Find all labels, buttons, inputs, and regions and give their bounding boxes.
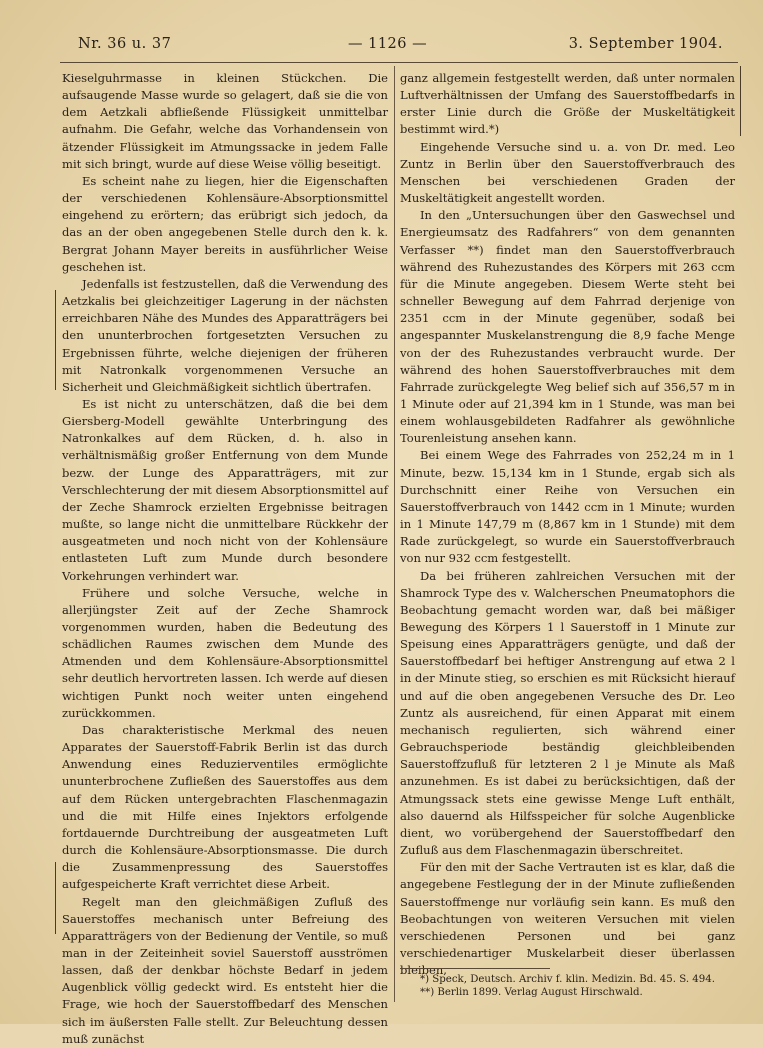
paragraph: Regelt man den gleichmäßigen Zufluß des Sauerstoffes mechanisch unter Befreiung des Apparatträgers von der Bedienung der Ventile, so muß man in der Zeiteinheit soviel Sauerstoff ausströmen lassen, daß der denkbar höchste Bedarf in jedem Augenblick völlig gedeckt wird. Es entsteht hier die Frage, wie hoch der Sauerstoffbedarf des Menschen sich im äußersten Falle stellt. Zur Beleuchtung dessen muß zunächst bbox=[62, 894, 388, 1046]
margin-mark bbox=[55, 290, 56, 390]
right-column bbox=[400, 70, 735, 979]
margin-mark bbox=[55, 862, 56, 934]
footnote-rule bbox=[400, 968, 550, 969]
header-rule bbox=[60, 62, 738, 63]
paragraph: ganz allgemein festgestellt werden, daß unter normalen Luftverhältnissen der Umfang des Sauerstoffbedarfs in erster Linie durch die Größe der Muskeltätigkeit bestimmt wird.*) bbox=[400, 71, 735, 137]
paragraph: Für den mit der Sache Vertrauten ist es klar, daß die angegebene Festlegung der in der Minute zufließenden Sauerstoffmenge nur vorläufig sein kann. Es muß den Beobachtungen von weiteren Versuchen mit vielen verschiedenen Personen und bei ganz verschiedenartiger Muskelarbeit dieser überlassen bleiben, bbox=[400, 860, 735, 978]
margin-mark bbox=[740, 66, 741, 136]
issue-date: 3. September 1904. bbox=[568, 36, 723, 52]
page-number: — 1126 — bbox=[348, 36, 428, 52]
left-column bbox=[62, 70, 388, 1048]
footnote: **) Berlin 1899. Verlag August Hirschwald. bbox=[420, 987, 643, 998]
issue-number: Nr. 36 u. 37 bbox=[78, 36, 172, 52]
paragraph: Da bei früheren zahlreichen Versuchen mit der Shamrock Type des v. Walcherschen Pneumatophors die Beobachtung gemacht worden war, daß bei mäßiger Bewegung des Körpers 1 l Sauerstoff in 1 Minute zur Speisung eines Apparatträgers genügte, und daß der Sauerstoffbedarf bei heftiger Anstrengung auf etwa 2 l in der Minute stieg, so erschien es mit Rücksicht hierauf und auf die oben angegebenen Versuche des Dr. Leo Zuntz als ausreichend, für einen Apparat mit einem mechanisch regulierten, sich während einer Gebrauchsperiode beständig gleichbleibenden Sauerstoffzufluß für letzteren 2 l je Minute als Maß anzunehmen. Es ist dabei zu berücksichtigen, daß der Atmungssack stets eine gewisse Menge Luft enthält, also dauernd als Hilfsspeicher für solche Augenblicke dient, wo vorübergehend der Sauerstoffbedarf den Zufluß aus dem Flaschenmagazin überschreitet. bbox=[400, 568, 735, 858]
paragraph: In den „Untersuchungen über den Gaswechsel und Energieumsatz des Radfahrers“ von dem genannten Verfasser **) findet man den Sauerstoffverbrauch während des Ruhezustandes des Körpers mit 263 ccm für die Minute angegeben. Diesem Werte steht bei schneller Bewegung auf dem Fahrrad derjenige von 2351 ccm in der Minute gegenüber, sodaß bei angespannter Muskelanstrengung die 8,9 fache Menge von der des Ruhezustandes verbraucht wurde. Der während des hohen Sauerstoffverbrauches mit dem Fahrrade zurückgelegte Weg belief sich auf 356,57 m in 1 Minute oder auf 21,394 km in 1 Stunde, was man bei einem wohlausgebildeten Radfahrer als gewöhnliche Tourenleistung ansehen kann. bbox=[400, 208, 735, 446]
column-divider bbox=[394, 66, 395, 1002]
paragraph: Frühere und solche Versuche, welche in allerjüngster Zeit auf der Zeche Shamrock vorgenommen wurden, haben die Bedeutung des schädlichen Raumes zwischen dem Munde des Atmenden und dem Kohlensäure-Absorptionsmittel sehr deutlich hervortreten lassen. Ich werde auf diesen wichtigen Punkt noch weiter unten eingehend zurückkommen. bbox=[62, 585, 388, 720]
paragraph: Das charakteristische Merkmal des neuen Apparates der Sauerstoff-Fabrik Berlin ist das durch Anwendung eines Reduzierventiles ermöglichte ununterbrochene Zufließen des Sauerstoffes aus dem auf dem Rücken untergebrachten Flaschenmagazin und die mit Hilfe eines Injektors erfolgende fortdauernde Durchtreibung der ausgeatmeten Luft durch die Kohlensäure-Absorptionsmasse. Die durch die Zusammenpressung des Sauerstoffes aufgespeicherte Kraft verrichtet diese Arbeit. bbox=[62, 722, 388, 892]
paragraph: Bei einem Wege des Fahrrades von 252,24 m in 1 Minute, bezw. 15,134 km in 1 Stunde, ergab sich als Durchschnitt einer Reihe von Versuchen ein Sauerstoffverbrauch von 1442 ccm in 1 Minute; wurden in 1 Minute 147,79 m (8,867 km in 1 Stunde) mit dem Rade zurückgelegt, so wurde ein Sauerstoffverbrauch von nur 932 ccm festgestellt. bbox=[400, 448, 735, 566]
footnotes bbox=[420, 973, 740, 999]
paragraph: Kieselguhrmasse in kleinen Stückchen. Die aufsaugende Masse wurde so gelagert, daß sie die von dem Aetzkali abfließende Flüssigkeit unmittelbar aufnahm. Die Gefahr, welche das Vorhandensein von ätzender Flüssigkeit im Atmungssacke in jedem Falle mit sich bringt, wurde auf diese Weise völlig beseitigt. bbox=[62, 71, 388, 171]
paragraph: Eingehende Versuche sind u. a. von Dr. med. Leo Zuntz in Berlin über den Sauerstoffverbrauch des Menschen bei verschiedenen Graden der Muskeltätigkeit angestellt worden. bbox=[400, 139, 735, 206]
paragraph: Es ist nicht zu unterschätzen, daß die bei dem Giersberg-Modell gewählte Unterbringung des Natronkalkes auf dem Rücken, d. h. also in verhältnismäßig großer Entfernung von dem Munde bezw. der Lunge des Apparatträgers, mit zur Verschlechterung der mit diesem Absorptionsmittel auf der Zeche Shamrock erzielten Ergebnisse beitragen mußte, so lange nicht die unmittelbare Rückkehr der ausgeatmeten und noch nicht von der Kohlensäure entlasteten Luft zum Munde durch besondere Vorkehrungen verhindert war. bbox=[62, 396, 388, 583]
paragraph: Es scheint nahe zu liegen, hier die Eigenschaften der verschiedenen Kohlensäure-Absorptionsmittel eingehend zu erörtern; das erübrigt sich jedoch, da das an der oben angegebenen Stelle durch den k. k. Bergrat Johann Mayer bereits in ausführlicher Weise geschehen ist. bbox=[62, 173, 388, 274]
footnote: *) Speck, Deutsch. Archiv f. klin. Medizin. Bd. 45. S. 494. bbox=[420, 974, 715, 985]
page-header bbox=[78, 36, 723, 58]
paragraph: Jedenfalls ist festzustellen, daß die Verwendung des Aetzkalis bei gleichzeitiger Lagerung in der nächsten erreichbaren Nähe des Mundes des Apparatträgers bei den ununterbrochen fortgesetzten Versuchen zu Ergebnissen führte, welche diejenigen der früheren mit Natronkalk vorgenommenen Versuche an Sicherheit und Gleichmäßigkeit sichtlich übertrafen. bbox=[62, 276, 388, 394]
